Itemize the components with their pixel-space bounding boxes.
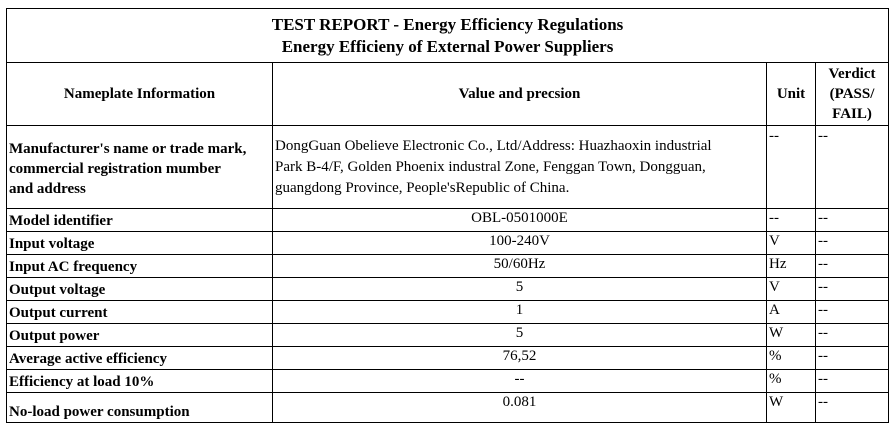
- row-value: 5: [273, 278, 767, 301]
- row-verdict: --: [816, 301, 889, 324]
- row-label: Output voltage: [7, 278, 273, 301]
- report-title-line-2: Energy Efficieny of External Power Suppliers: [281, 36, 614, 56]
- header-verdict: [816, 63, 889, 126]
- manufacturer-value: [273, 126, 767, 209]
- table-row: [7, 324, 889, 347]
- header-verdict-line-2: (PASS/: [829, 86, 875, 102]
- table-row: [7, 393, 889, 423]
- row-verdict: --: [816, 324, 889, 347]
- row-unit: %: [767, 347, 816, 370]
- row-label: Output current: [7, 301, 273, 324]
- table-row-manufacturer: [7, 126, 889, 209]
- header-row: [7, 63, 889, 126]
- manufacturer-label-line-3: and address: [9, 181, 86, 197]
- manufacturer-unit: --: [767, 126, 816, 209]
- row-label: Efficiency at load 10%: [7, 370, 273, 393]
- manufacturer-value-line-3: guangdong Province, People'sRepublic of China.: [275, 179, 570, 196]
- title-row: [7, 9, 889, 63]
- row-verdict: --: [816, 278, 889, 301]
- manufacturer-value-line-2: Park B-4/F, Golden Phoenix industral Zone, Fenggan Town, Dongguan,: [275, 158, 706, 175]
- row-value: 50/60Hz: [273, 255, 767, 278]
- row-verdict: --: [816, 370, 889, 393]
- table-row: [7, 232, 889, 255]
- table-row: [7, 255, 889, 278]
- manufacturer-verdict: --: [816, 126, 889, 209]
- report-title: [7, 9, 889, 63]
- test-report-table: [6, 8, 889, 423]
- row-label: Input AC frequency: [7, 255, 273, 278]
- manufacturer-label-line-2: commercial registration mumber: [9, 161, 221, 177]
- table-row: [7, 301, 889, 324]
- row-label: Model identifier: [7, 209, 273, 232]
- row-label: Input voltage: [7, 232, 273, 255]
- row-unit: W: [767, 393, 816, 423]
- row-value: --: [273, 370, 767, 393]
- row-value: OBL-0501000E: [273, 209, 767, 232]
- manufacturer-label-line-1: Manufacturer's name or trade mark,: [9, 141, 247, 157]
- row-value: 76,52: [273, 347, 767, 370]
- header-value: Value and precsion: [273, 63, 767, 126]
- row-unit: --: [767, 209, 816, 232]
- row-value: 5: [273, 324, 767, 347]
- row-verdict: --: [816, 393, 889, 423]
- row-label: Output power: [7, 324, 273, 347]
- row-unit: W: [767, 324, 816, 347]
- row-unit: V: [767, 232, 816, 255]
- table-row: [7, 347, 889, 370]
- row-label: Average active efficiency: [7, 347, 273, 370]
- header-unit: Unit: [767, 63, 816, 126]
- header-verdict-line-3: FAIL): [832, 106, 872, 122]
- row-verdict: --: [816, 209, 889, 232]
- manufacturer-value-line-1: DongGuan Obelieve Electronic Co., Ltd/Address: Huazhaoxin industrial: [275, 137, 712, 154]
- row-label: No-load power consumption: [7, 393, 273, 423]
- manufacturer-label: [7, 126, 273, 209]
- row-value: 0.081: [273, 393, 767, 423]
- row-verdict: --: [816, 255, 889, 278]
- table-row: [7, 278, 889, 301]
- row-value: 100-240V: [273, 232, 767, 255]
- header-verdict-line-1: Verdict: [828, 66, 876, 82]
- report-title-line-1: TEST REPORT - Energy Efficiency Regulations: [271, 14, 624, 34]
- row-unit: %: [767, 370, 816, 393]
- row-unit: A: [767, 301, 816, 324]
- row-verdict: --: [816, 347, 889, 370]
- row-verdict: --: [816, 232, 889, 255]
- table-row: [7, 209, 889, 232]
- header-nameplate: Nameplate Information: [7, 63, 273, 126]
- row-unit: Hz: [767, 255, 816, 278]
- row-unit: V: [767, 278, 816, 301]
- table-row: [7, 370, 889, 393]
- row-value: 1: [273, 301, 767, 324]
